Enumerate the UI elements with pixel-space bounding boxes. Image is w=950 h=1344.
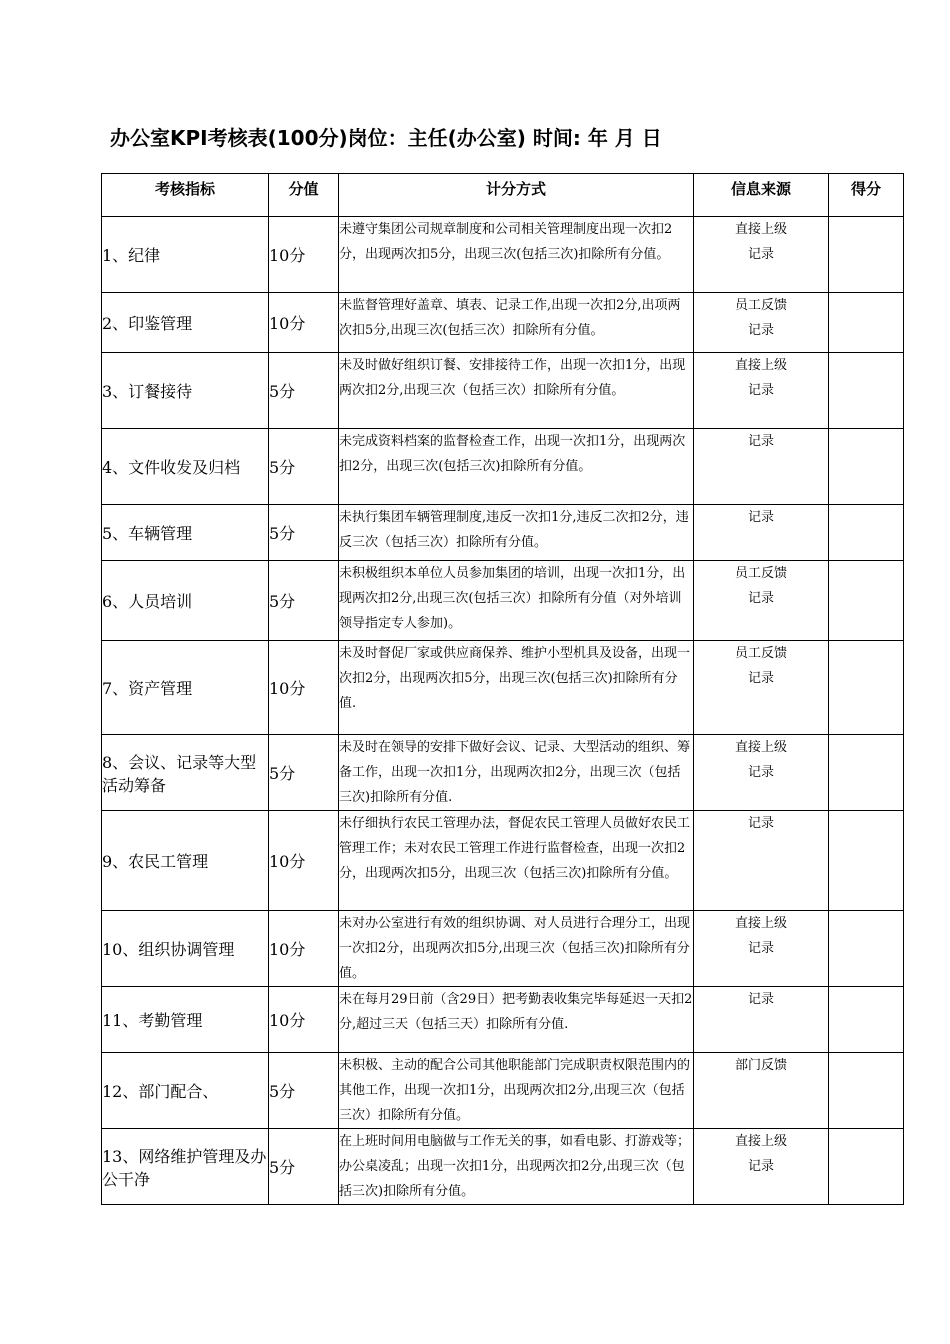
table-row xyxy=(102,735,904,811)
table-row xyxy=(102,811,904,911)
indicator-cell xyxy=(102,641,269,735)
method-cell: 未仔细执行农民工管理办法，督促农民工管理人员做好农民工管理工作；未对农民工管理工作进行监督检查，出现一次扣2分，出现两次扣5分，出现三次（包括三次)扣除所有分值。 xyxy=(339,811,694,911)
header-result: 得分 xyxy=(829,174,904,217)
indicator-cell xyxy=(102,1053,269,1129)
indicator-name: 3、订餐接待 xyxy=(102,382,193,401)
result-cell[interactable] xyxy=(829,987,904,1053)
source-cell xyxy=(694,1053,829,1129)
method-cell: 未监督管理好盖章、填表、记录工作,出现一次扣2分,出项两次扣5分,出现三次(包括三次）扣除所有分值。 xyxy=(339,293,694,353)
source-line: 记录 xyxy=(747,247,774,262)
source-line: 记录 xyxy=(747,591,774,606)
indicator-cell xyxy=(102,1129,269,1205)
source-cell xyxy=(694,735,829,811)
method-cell: 未执行集团车辆管理制度,违反一次扣1分,违反二次扣2分，违反三次（包括三次）扣除所有分值。 xyxy=(339,505,694,561)
indicator-name: 5、车辆管理 xyxy=(102,524,193,543)
source-line: 记录 xyxy=(747,816,774,831)
score-cell: 10分 xyxy=(269,293,339,353)
source-line: 记录 xyxy=(747,383,774,398)
method-cell: 未遵守集团公司规章制度和公司相关管理制度出现一次扣2分，出现两次扣5分，出现三次(包括三次)扣除所有分值。 xyxy=(339,217,694,293)
indicator-name: 10、组织协调管理 xyxy=(102,940,235,959)
source-line: 记录 xyxy=(747,992,774,1007)
source-line: 记录 xyxy=(747,434,774,449)
indicator-cell xyxy=(102,735,269,811)
source-cell xyxy=(694,1129,829,1205)
indicator-cell xyxy=(102,911,269,987)
method-cell: 未完成资料档案的监督检查工作，出现一次扣1分，出现两次扣2分，出现三次(包括三次)扣除所有分值。 xyxy=(339,429,694,505)
result-cell[interactable] xyxy=(829,429,904,505)
table-row xyxy=(102,217,904,293)
result-cell[interactable] xyxy=(829,1053,904,1129)
method-cell: 未及时做好组织订餐、安排接待工作，出现一次扣1分，出现两次扣2分,出现三次（包括三次）扣除所有分值。 xyxy=(339,353,694,429)
source-line: 记录 xyxy=(747,941,774,956)
score-cell: 5分 xyxy=(269,735,339,811)
score-cell: 10分 xyxy=(269,217,339,293)
source-line: 员工反馈 xyxy=(734,566,787,581)
score-cell: 5分 xyxy=(269,429,339,505)
source-line: 记录 xyxy=(747,671,774,686)
source-cell xyxy=(694,429,829,505)
table-row xyxy=(102,1129,904,1205)
source-line: 直接上级 xyxy=(734,740,787,755)
source-cell xyxy=(694,217,829,293)
result-cell[interactable] xyxy=(829,353,904,429)
score-cell: 5分 xyxy=(269,561,339,641)
source-line: 直接上级 xyxy=(734,1134,787,1149)
source-cell xyxy=(694,353,829,429)
score-cell: 5分 xyxy=(269,1129,339,1205)
indicator-name: 12、部门配合、 xyxy=(102,1082,219,1101)
score-cell: 10分 xyxy=(269,811,339,911)
indicator-cell xyxy=(102,987,269,1053)
source-cell xyxy=(694,293,829,353)
table-row xyxy=(102,429,904,505)
source-cell xyxy=(694,561,829,641)
header-source: 信息来源 xyxy=(694,174,829,217)
indicator-name: 9、农民工管理 xyxy=(102,852,209,871)
result-cell[interactable] xyxy=(829,911,904,987)
source-line: 直接上级 xyxy=(734,358,787,373)
table-header-row xyxy=(102,174,904,217)
method-cell: 未对办公室进行有效的组织协调、对人员进行合理分工，出现一次扣2分，出现两次扣5分,出现三次（包括三次)扣除所有分值。 xyxy=(339,911,694,987)
table-row xyxy=(102,987,904,1053)
source-line: 直接上级 xyxy=(734,916,787,931)
source-cell xyxy=(694,811,829,911)
indicator-cell xyxy=(102,505,269,561)
source-line: 员工反馈 xyxy=(734,298,787,313)
source-cell xyxy=(694,641,829,735)
indicator-cell xyxy=(102,353,269,429)
indicator-name: 1、纪律 xyxy=(102,246,161,265)
page-title: 办公室KPI考核表(100分)岗位：主任(办公室) 时间: 年 月 日 xyxy=(110,126,662,150)
indicator-name: 6、人员培训 xyxy=(102,592,193,611)
result-cell[interactable] xyxy=(829,561,904,641)
indicator-name: 13、网络维护管理及办公干净 xyxy=(102,1146,267,1189)
score-cell: 10分 xyxy=(269,641,339,735)
score-cell: 10分 xyxy=(269,987,339,1053)
table-row xyxy=(102,1053,904,1129)
indicator-cell xyxy=(102,293,269,353)
indicator-cell xyxy=(102,217,269,293)
result-cell[interactable] xyxy=(829,1129,904,1205)
score-cell: 5分 xyxy=(269,505,339,561)
result-cell[interactable] xyxy=(829,811,904,911)
method-cell: 未积极组织本单位人员参加集团的培训，出现一次扣1分，出现两次扣2分,出现三次(包括三次）扣除所有分值（对外培训领导指定专人参加)。 xyxy=(339,561,694,641)
kpi-table xyxy=(101,173,904,1205)
source-cell xyxy=(694,505,829,561)
result-cell[interactable] xyxy=(829,505,904,561)
source-line: 记录 xyxy=(747,765,774,780)
source-line: 直接上级 xyxy=(734,222,787,237)
indicator-name: 2、印鉴管理 xyxy=(102,314,193,333)
table-row xyxy=(102,353,904,429)
indicator-name: 11、考勤管理 xyxy=(102,1011,203,1030)
source-line: 记录 xyxy=(747,1159,774,1174)
score-cell: 5分 xyxy=(269,1053,339,1129)
source-cell xyxy=(694,911,829,987)
source-cell xyxy=(694,987,829,1053)
result-cell[interactable] xyxy=(829,735,904,811)
result-cell[interactable] xyxy=(829,641,904,735)
method-cell: 在上班时间用电脑做与工作无关的事，如看电影、打游戏等；办公桌凌乱；出现一次扣1分，出现两次扣2分,出现三次（包括三次)扣除所有分值。 xyxy=(339,1129,694,1205)
result-cell[interactable] xyxy=(829,217,904,293)
source-line: 记录 xyxy=(747,510,774,525)
method-cell: 未及时在领导的安排下做好会议、记录、大型活动的组织、筹备工作，出现一次扣1分，出现两次扣2分，出现三次（包括三次)扣除所有分值. xyxy=(339,735,694,811)
header-indicator: 考核指标 xyxy=(102,174,269,217)
method-cell: 未积极、主动的配合公司其他职能部门完成职责权限范围内的其他工作，出现一次扣1分，出现两次扣2分,出现三次（包括三次）扣除所有分值。 xyxy=(339,1053,694,1129)
header-score: 分值 xyxy=(269,174,339,217)
table-row xyxy=(102,641,904,735)
table-row xyxy=(102,293,904,353)
header-method: 计分方式 xyxy=(339,174,694,217)
indicator-cell xyxy=(102,561,269,641)
result-cell[interactable] xyxy=(829,293,904,353)
indicator-cell xyxy=(102,811,269,911)
source-line: 记录 xyxy=(747,323,774,338)
indicator-name: 7、资产管理 xyxy=(102,679,193,698)
method-cell: 未在每月29日前（含29日）把考勤表收集完毕每延迟一天扣2分,超过三天（包括三天）扣除所有分值. xyxy=(339,987,694,1053)
indicator-cell xyxy=(102,429,269,505)
table-row xyxy=(102,911,904,987)
table-row xyxy=(102,505,904,561)
table-row xyxy=(102,561,904,641)
method-cell: 未及时督促厂家或供应商保养、维护小型机具及设备，出现一次扣2分，出现两次扣5分，出现三次(包括三次)扣除所有分值. xyxy=(339,641,694,735)
score-cell: 10分 xyxy=(269,911,339,987)
indicator-name: 4、文件收发及归档 xyxy=(102,458,241,477)
score-cell: 5分 xyxy=(269,353,339,429)
indicator-name: 8、会议、记录等大型活动筹备 xyxy=(102,752,257,795)
source-line: 员工反馈 xyxy=(734,646,787,661)
source-line: 部门反馈 xyxy=(734,1058,787,1073)
